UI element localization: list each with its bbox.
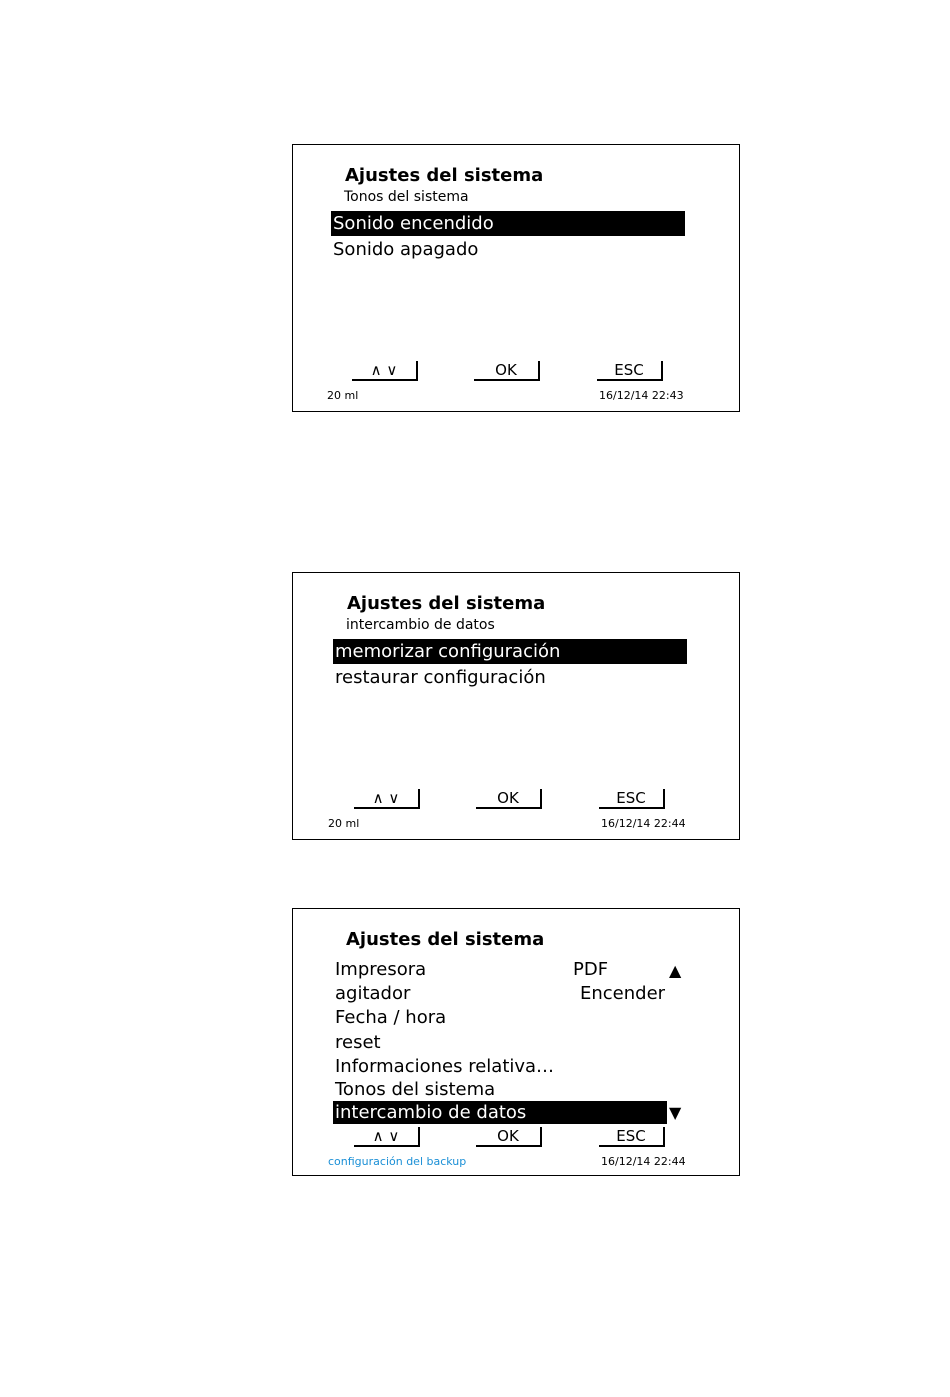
navigate-up-down-button[interactable]: ∧ ∨	[352, 361, 418, 381]
datetime-text: 16/12/14 22:44	[601, 817, 686, 830]
ok-button[interactable]: OK	[476, 789, 542, 809]
screen-data-exchange	[292, 572, 740, 840]
menu-item-date-time[interactable]: Fecha / hora	[335, 1007, 447, 1028]
datetime-text: 16/12/14 22:44	[601, 1155, 686, 1168]
screen-title: Ajustes del sistema	[345, 165, 544, 186]
status-text: configuración del backup	[328, 1155, 467, 1168]
menu-item-save-config[interactable]: memorizar configuración	[333, 639, 687, 664]
status-text: 20 ml	[328, 817, 360, 830]
screen-subtitle: intercambio de datos	[346, 617, 495, 633]
menu-item-sound-off[interactable]: Sonido apagado	[333, 239, 479, 260]
status-text: 20 ml	[327, 389, 359, 402]
menu-item-reset[interactable]: reset	[335, 1032, 381, 1053]
menu-item-sound-on[interactable]: Sonido encendido	[331, 211, 685, 236]
navigate-up-down-button[interactable]: ∧ ∨	[354, 1127, 420, 1147]
esc-button[interactable]: ESC	[597, 361, 663, 381]
menu-item-stirrer[interactable]: agitador	[335, 983, 411, 1004]
esc-button[interactable]: ESC	[599, 789, 665, 809]
scroll-down-icon[interactable]: ▼	[669, 1103, 682, 1122]
ok-button[interactable]: OK	[476, 1127, 542, 1147]
esc-button[interactable]: ESC	[599, 1127, 665, 1147]
datetime-text: 16/12/14 22:43	[599, 389, 684, 402]
navigate-up-down-button[interactable]: ∧ ∨	[354, 789, 420, 809]
menu-item-system-tones[interactable]: Tonos del sistema	[335, 1079, 496, 1100]
screen-title: Ajustes del sistema	[347, 593, 546, 614]
stirrer-value: Encender	[580, 983, 666, 1004]
screen-subtitle: Tonos del sistema	[344, 189, 469, 205]
menu-item-info[interactable]: Informaciones relativa…	[335, 1056, 555, 1077]
menu-item-data-exchange[interactable]: intercambio de datos	[333, 1101, 667, 1124]
screen-system-settings	[292, 908, 740, 1176]
scroll-up-icon[interactable]: ▲	[669, 961, 682, 980]
ok-button[interactable]: OK	[474, 361, 540, 381]
menu-item-restore-config[interactable]: restaurar configuración	[335, 667, 546, 688]
screen-system-tones	[292, 144, 740, 412]
menu-item-printer[interactable]: Impresora	[335, 959, 427, 980]
printer-value: PDF	[573, 959, 609, 980]
screen-title: Ajustes del sistema	[346, 929, 545, 950]
